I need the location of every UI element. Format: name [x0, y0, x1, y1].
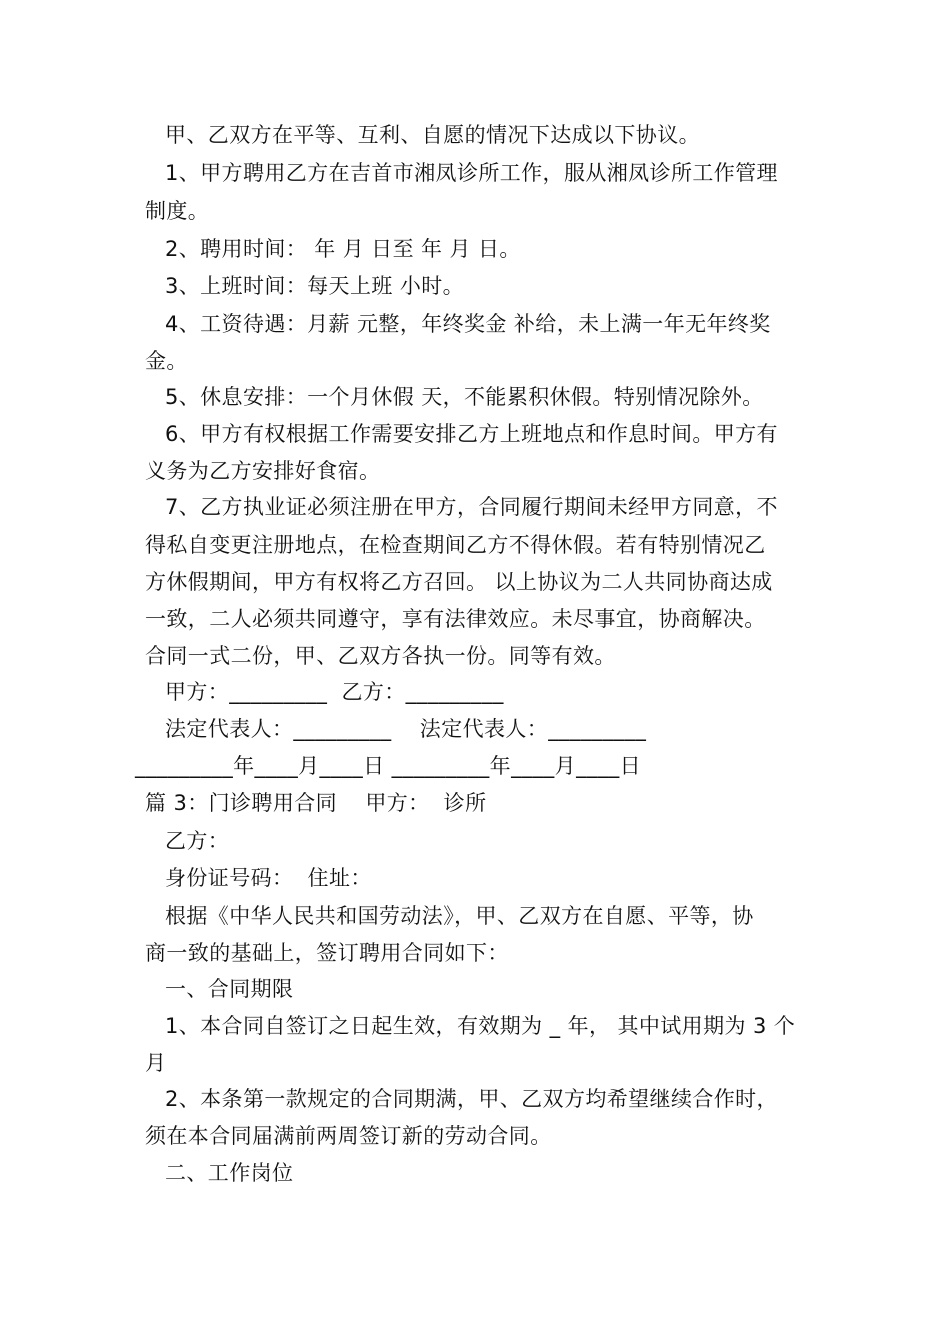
text-line: 月 [145, 1051, 167, 1075]
text-line: 方休假期间，甲方有权将乙方召回。 以上协议为二人共同协商达成 [145, 570, 773, 594]
text-line: 金。 [145, 349, 188, 373]
section-heading: 篇 3：门诊聘用合同 甲方： 诊所 [145, 791, 487, 815]
signature-line-dates: _________年____月____日 _________年____月____日 [135, 754, 642, 778]
text-line: 甲、乙双方在平等、互利、自愿的情况下达成以下协议。 [165, 123, 700, 147]
clause-heading: 二、工作岗位 [165, 1161, 294, 1185]
text-line: 5、休息安排：一个月休假 天，不能累积休假。特别情况除外。 [165, 385, 764, 409]
text-line: 2、本条第一款规定的合同期满，甲、乙双方均希望继续合作时， [165, 1087, 778, 1111]
text-line: 根据《中华人民共和国劳动法》，甲、乙双方在自愿、平等，协 [165, 904, 754, 928]
clause-heading: 一、合同期限 [165, 977, 294, 1001]
signature-line-representatives: 法定代表人：_________ 法定代表人：_________ [165, 717, 647, 741]
text-line: 4、工资待遇：月薪 元整，年终奖金 补给，未上满一年无年终奖 [165, 312, 771, 336]
text-line: 一致，二人必须共同遵守，享有法律效应。未尽事宜，协商解决。 [145, 607, 766, 631]
text-line: 得私自变更注册地点，在检查期间乙方不得休假。若有特别情况乙 [145, 533, 766, 557]
text-line: 制度。 [145, 199, 210, 223]
text-line: 3、上班时间：每天上班 小时。 [165, 274, 465, 298]
text-line: 义务为乙方安排好食宿。 [145, 459, 381, 483]
text-line: 1、本合同自签订之日起生效，有效期为 _ 年， 其中试用期为 3 个 [165, 1014, 796, 1038]
text-line: 身份证号码： 住址： [165, 866, 372, 890]
text-line: 商一致的基础上，签订聘用合同如下： [145, 941, 509, 965]
text-line: 2、聘用时间： 年 月 日至 年 月 日。 [165, 237, 521, 261]
signature-line-parties: 甲方：_________ 乙方：_________ [165, 680, 504, 704]
text-line: 7、乙方执业证必须注册在甲方，合同履行期间未经甲方同意，不 [165, 495, 778, 519]
text-line: 6、甲方有权根据工作需要安排乙方上班地点和作息时间。甲方有 [165, 422, 778, 446]
text-line: 须在本合同届满前两周签订新的劳动合同。 [145, 1124, 552, 1148]
text-line: 乙方： [165, 829, 230, 853]
text-line: 1、甲方聘用乙方在吉首市湘凤诊所工作，服从湘凤诊所工作管理 [165, 161, 778, 185]
text-line: 合同一式二份，甲、乙双方各执一份。同等有效。 [145, 644, 616, 668]
